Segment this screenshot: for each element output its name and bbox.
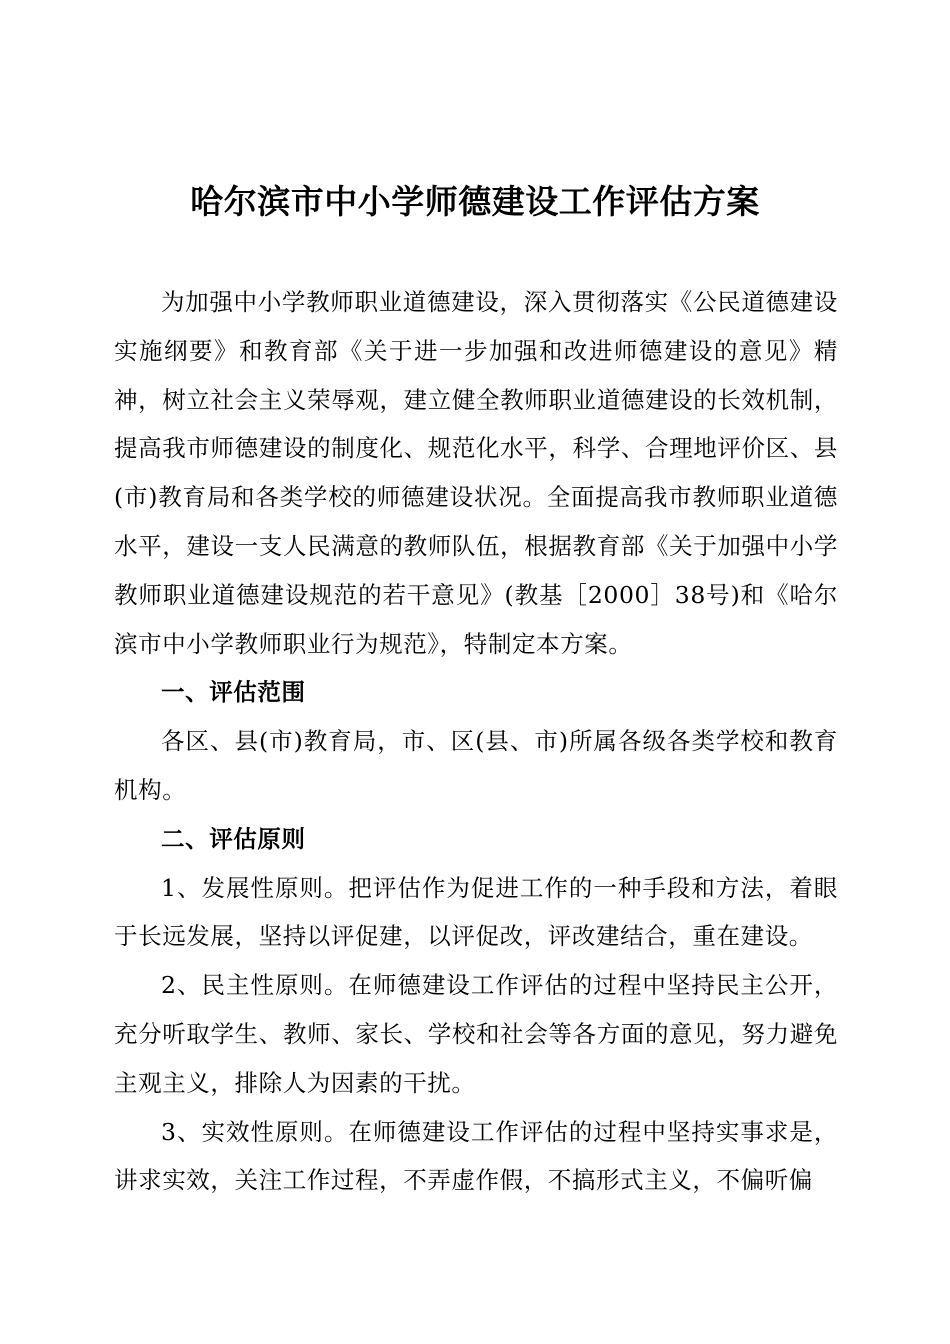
intro-paragraph: 为加强中小学教师职业道德建设，深入贯彻落实《公民道德建设实施纲要》和教育部《关于进一步加强和改进师德建设的意见》精神，树立社会主义荣辱观，建立健全教师职业道德建设的长效机制，提高我市师德建设的制度化、规范化水平，科学、合理地评价区、县(市)教育局和各类学校的师德建设状况。全面提高我市教师职业道德水平，建设一支人民满意的教师队伍，根据教育部《关于加强中小学教师职业道德建设规范的若干意见》(教基［2000］38号)和《哈尔滨市中小学教师职业行为规范》，特制定本方案。 bbox=[114, 288, 838, 658]
document-body bbox=[114, 278, 838, 1205]
document-title: 哈尔滨市中小学师德建设工作评估方案 bbox=[190, 182, 760, 221]
principle-effectiveness: 3、实效性原则。在师德建设工作评估的过程中坚持实事求是，讲求实效，关注工作过程，不弄虚作假，不搞形式主义，不偏听偏 bbox=[114, 1117, 838, 1195]
section-heading-scope: 一、评估范围 bbox=[161, 678, 306, 707]
section-heading-principles: 二、评估原则 bbox=[161, 824, 306, 853]
scope-paragraph: 各区、县(市)教育局，市、区(县、市)所属各级各类学校和教育机构。 bbox=[114, 727, 838, 804]
principle-development: 1、发展性原则。把评估作为促进工作的一种手段和方法，着眼于长远发展，坚持以评促建，以评促改，评改建结合，重在建设。 bbox=[114, 873, 838, 951]
principle-democracy: 2、民主性原则。在师德建设工作评估的过程中坚持民主公开，充分听取学生、教师、家长、学校和社会等各方面的意见，努力避免主观主义，排除人为因素的干扰。 bbox=[114, 971, 838, 1097]
